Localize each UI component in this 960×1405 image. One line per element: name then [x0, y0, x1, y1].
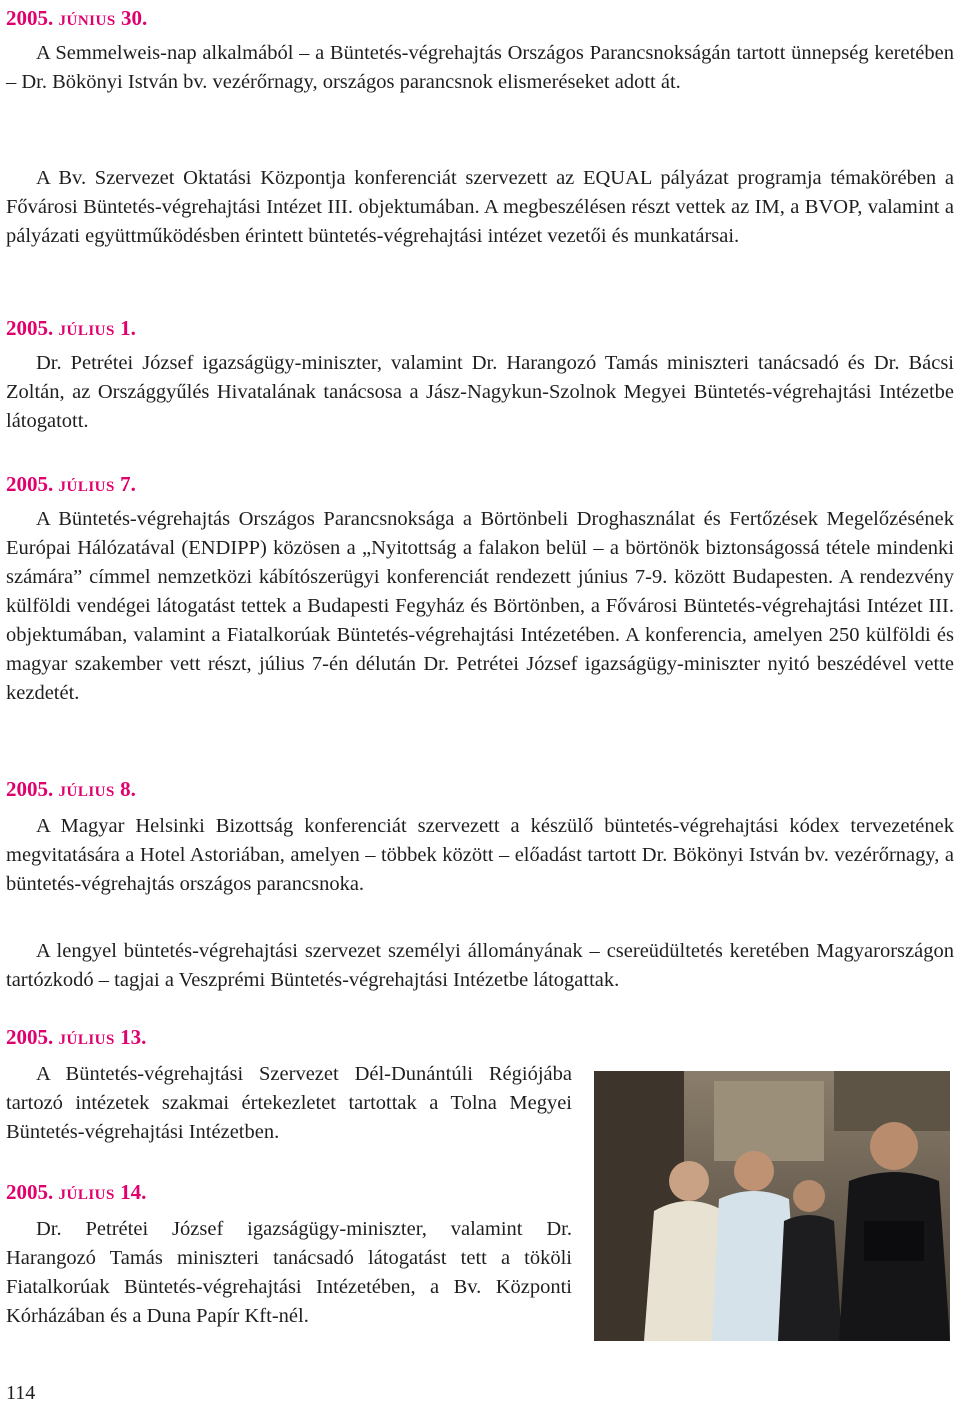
date-year: 2005.	[6, 777, 59, 801]
date-day: 1.	[114, 316, 136, 340]
date-day: 8.	[114, 777, 136, 801]
date-day: 13.	[114, 1025, 147, 1049]
paragraph: A Semmelweis-nap alkalmából – a Büntetés-végrehajtás Országos Parancsnokságán tartott ünnepség keretében – Dr. Bökönyi István bv. vezérőrnagy, országos parancsnok elismeréseket adott át.	[6, 42, 954, 93]
entry-2005-07-01	[6, 316, 954, 343]
page-number: 114	[6, 1382, 36, 1404]
date-month: JÚLIUS	[58, 1187, 115, 1203]
date-year: 2005.	[6, 316, 59, 340]
date-month: JÚLIUS	[58, 479, 115, 495]
paragraph: Dr. Petrétei József igazságügy-miniszter, valamint Dr. Harangozó Tamás miniszteri tanácsadó látogatást tett a tököli Fiatalkorúak Büntetés-végrehajtási Intézetében, a Bv. Központi Kórházában és a Duna Papír Kft-nél.	[6, 1218, 572, 1327]
paragraph: A Bv. Szervezet Oktatási Központja konferenciát szervezett az EQUAL pályázat programja témakörében a Fővárosi Büntetés-végrehajtási Intézet III. objektumában. A megbeszélésen részt vettek az IM, a BVOP, valamint a pályázati együttműködésben érintett büntetés-végrehajtási intézet vezetői és munkatársai.	[6, 167, 954, 247]
date-month: JÚLIUS	[58, 323, 115, 339]
entry-date	[6, 777, 954, 804]
date-month: JÚLIUS	[58, 784, 115, 800]
paragraph: A Magyar Helsinki Bizottság konferenciát szervezett a készülő büntetés-végrehajtási kódex tervezetének megvitatására a Hotel Astoriában, amelyen – többek között – előadást tartott Dr. Bökönyi István bv. vezérőrnagy, a büntetés-végrehajtás országos parancsnoka.	[6, 815, 954, 895]
date-day: 7.	[114, 472, 136, 496]
paragraph: A Büntetés-végrehajtási Szervezet Dél-Dunántúli Régiójába tartozó intézetek szakmai értekezletet tartottak a Tolna Megyei Büntetés-végrehajtási Intézetben.	[6, 1063, 572, 1143]
paragraph: A Büntetés-végrehajtás Országos Parancsnoksága a Börtönbeli Droghasználat és Fertőzések Megelőzésének Európai Hálózatával (ENDIPP) közösen a „Nyitottság a falakon belül – a börtönök biztonságossá tétele mindenki számára” címmel nemzetközi kábítószerügyi konferenciát rendezett június 7-9. között Budapesten. A rendezvény külföldi vendégei látogatást tettek a Budapesti Fegyház és Börtönben, a Fővárosi Büntetés-végrehajtási Intézet III. objektumában, valamint a Fiatalkorúak Büntetés-végrehajtási Intézetében. A konferencia, amelyen 250 külföldi és magyar szakember vett részt, július 7-én délután Dr. Petrétei József igazságügy-miniszter nyitó beszédével vette kezdetét.	[6, 508, 954, 704]
date-year: 2005.	[6, 6, 59, 30]
entry-2005-07-07	[6, 472, 954, 499]
entry-2005-07-08	[6, 777, 954, 804]
news-photo	[594, 1071, 950, 1341]
date-day: 14.	[114, 1180, 147, 1204]
date-year: 2005.	[6, 472, 59, 496]
entry-date	[6, 472, 954, 499]
date-month: JÚNIUS	[58, 13, 116, 29]
entry-date	[6, 6, 954, 33]
entry-date	[6, 316, 954, 343]
date-day: 30.	[115, 6, 148, 30]
photo-illustration	[594, 1071, 950, 1341]
entry-2005-07-13	[6, 1025, 954, 1052]
date-year: 2005.	[6, 1180, 59, 1204]
entry-2005-06-30	[6, 6, 954, 33]
date-year: 2005.	[6, 1025, 59, 1049]
entry-date	[6, 1025, 954, 1052]
paragraph: A lengyel büntetés-végrehajtási szervezet személyi állományának – csereüdültetés keretében Magyarországon tartózkodó – tagjai a Veszprémi Büntetés-végrehajtási Intézetbe látogattak.	[6, 940, 954, 991]
date-month: JÚLIUS	[58, 1032, 115, 1048]
paragraph: Dr. Petrétei József igazságügy-miniszter, valamint Dr. Harangozó Tamás miniszteri tanácsadó és Dr. Bácsi Zoltán, az Országgyűlés Hivatalának tanácsosa a Jász-Nagykun-Szolnok Megyei Büntetés-végrehajtási Intézetbe látogatott.	[6, 352, 954, 432]
